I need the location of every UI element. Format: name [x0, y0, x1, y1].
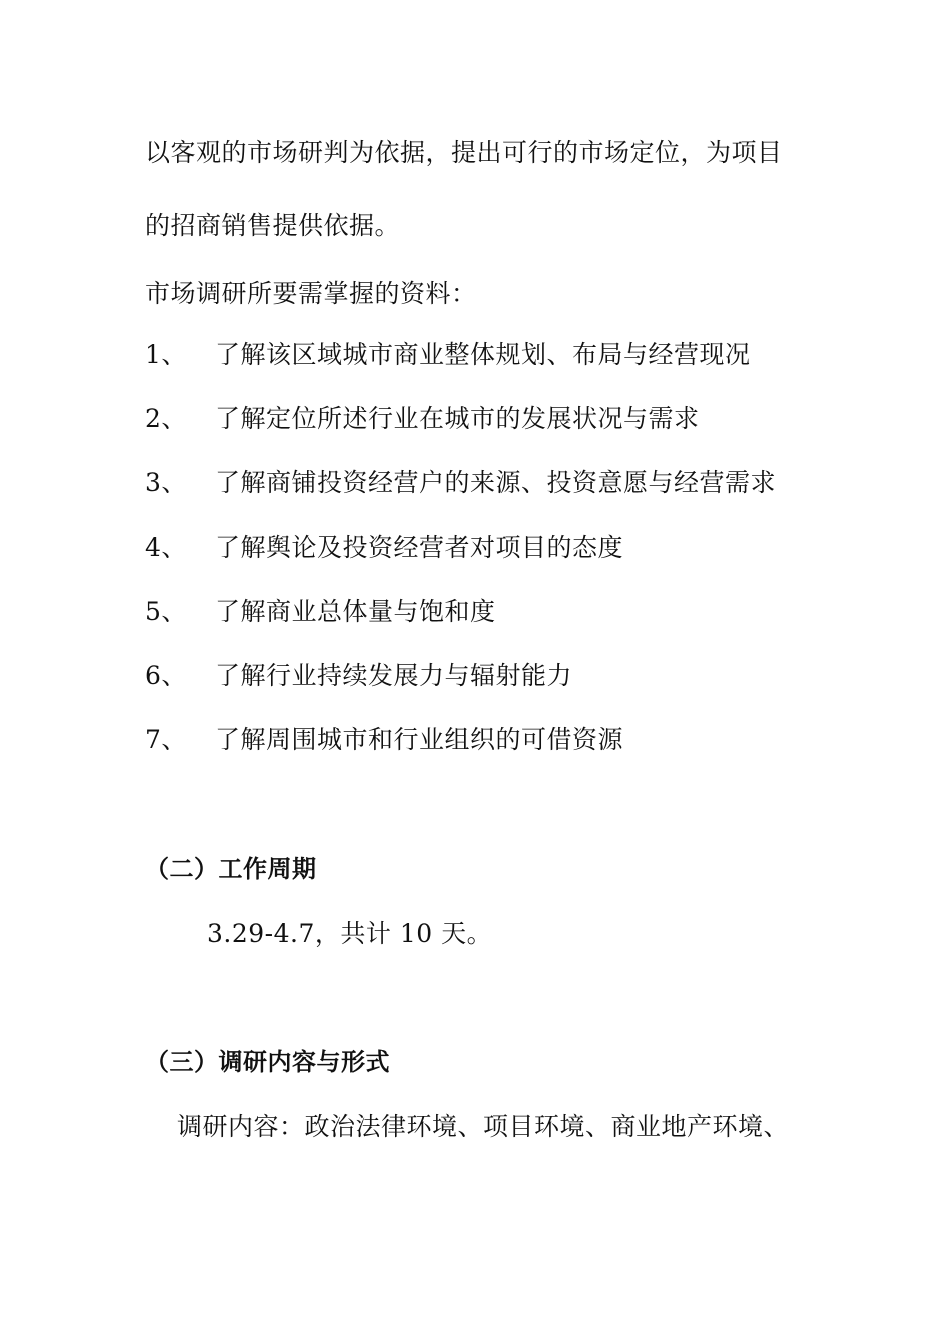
list-item-text: 了解商业总体量与饱和度	[215, 597, 496, 626]
list-item-number: 1、	[145, 340, 187, 369]
list-item-text: 了解该区域城市商业整体规划、布局与经营现况	[215, 340, 751, 369]
section-3-body: 调研内容：政治法律环境、项目环境、商业地产环境、	[177, 1112, 790, 1141]
list-item-text: 了解行业持续发展力与辐射能力	[215, 661, 573, 690]
section-3-title: （三）调研内容与形式	[145, 1048, 390, 1076]
materials-heading: 市场调研所要需掌握的资料：	[145, 279, 477, 308]
intro-line-2: 的招商销售提供依据。	[145, 211, 401, 240]
list-item-number: 5、	[145, 597, 187, 626]
section-2-body: 3.29-4.7，共计 10 天。	[207, 919, 493, 948]
list-item-number: 2、	[145, 404, 187, 433]
list-item-number: 3、	[145, 468, 187, 497]
section-2-title: （二）工作周期	[145, 855, 317, 883]
list-item-number: 6、	[145, 661, 187, 690]
intro-line-1: 以客观的市场研判为依据，提出可行的市场定位，为项目	[145, 138, 783, 167]
list-item-number: 4、	[145, 533, 187, 562]
list-item-text: 了解定位所述行业在城市的发展状况与需求	[215, 404, 700, 433]
list-item-text: 了解周围城市和行业组织的可借资源	[215, 725, 624, 754]
list-item-text: 了解舆论及投资经营者对项目的态度	[215, 533, 624, 562]
list-item-number: 7、	[145, 725, 187, 754]
list-item-text: 了解商铺投资经营户的来源、投资意愿与经营需求	[215, 468, 777, 497]
